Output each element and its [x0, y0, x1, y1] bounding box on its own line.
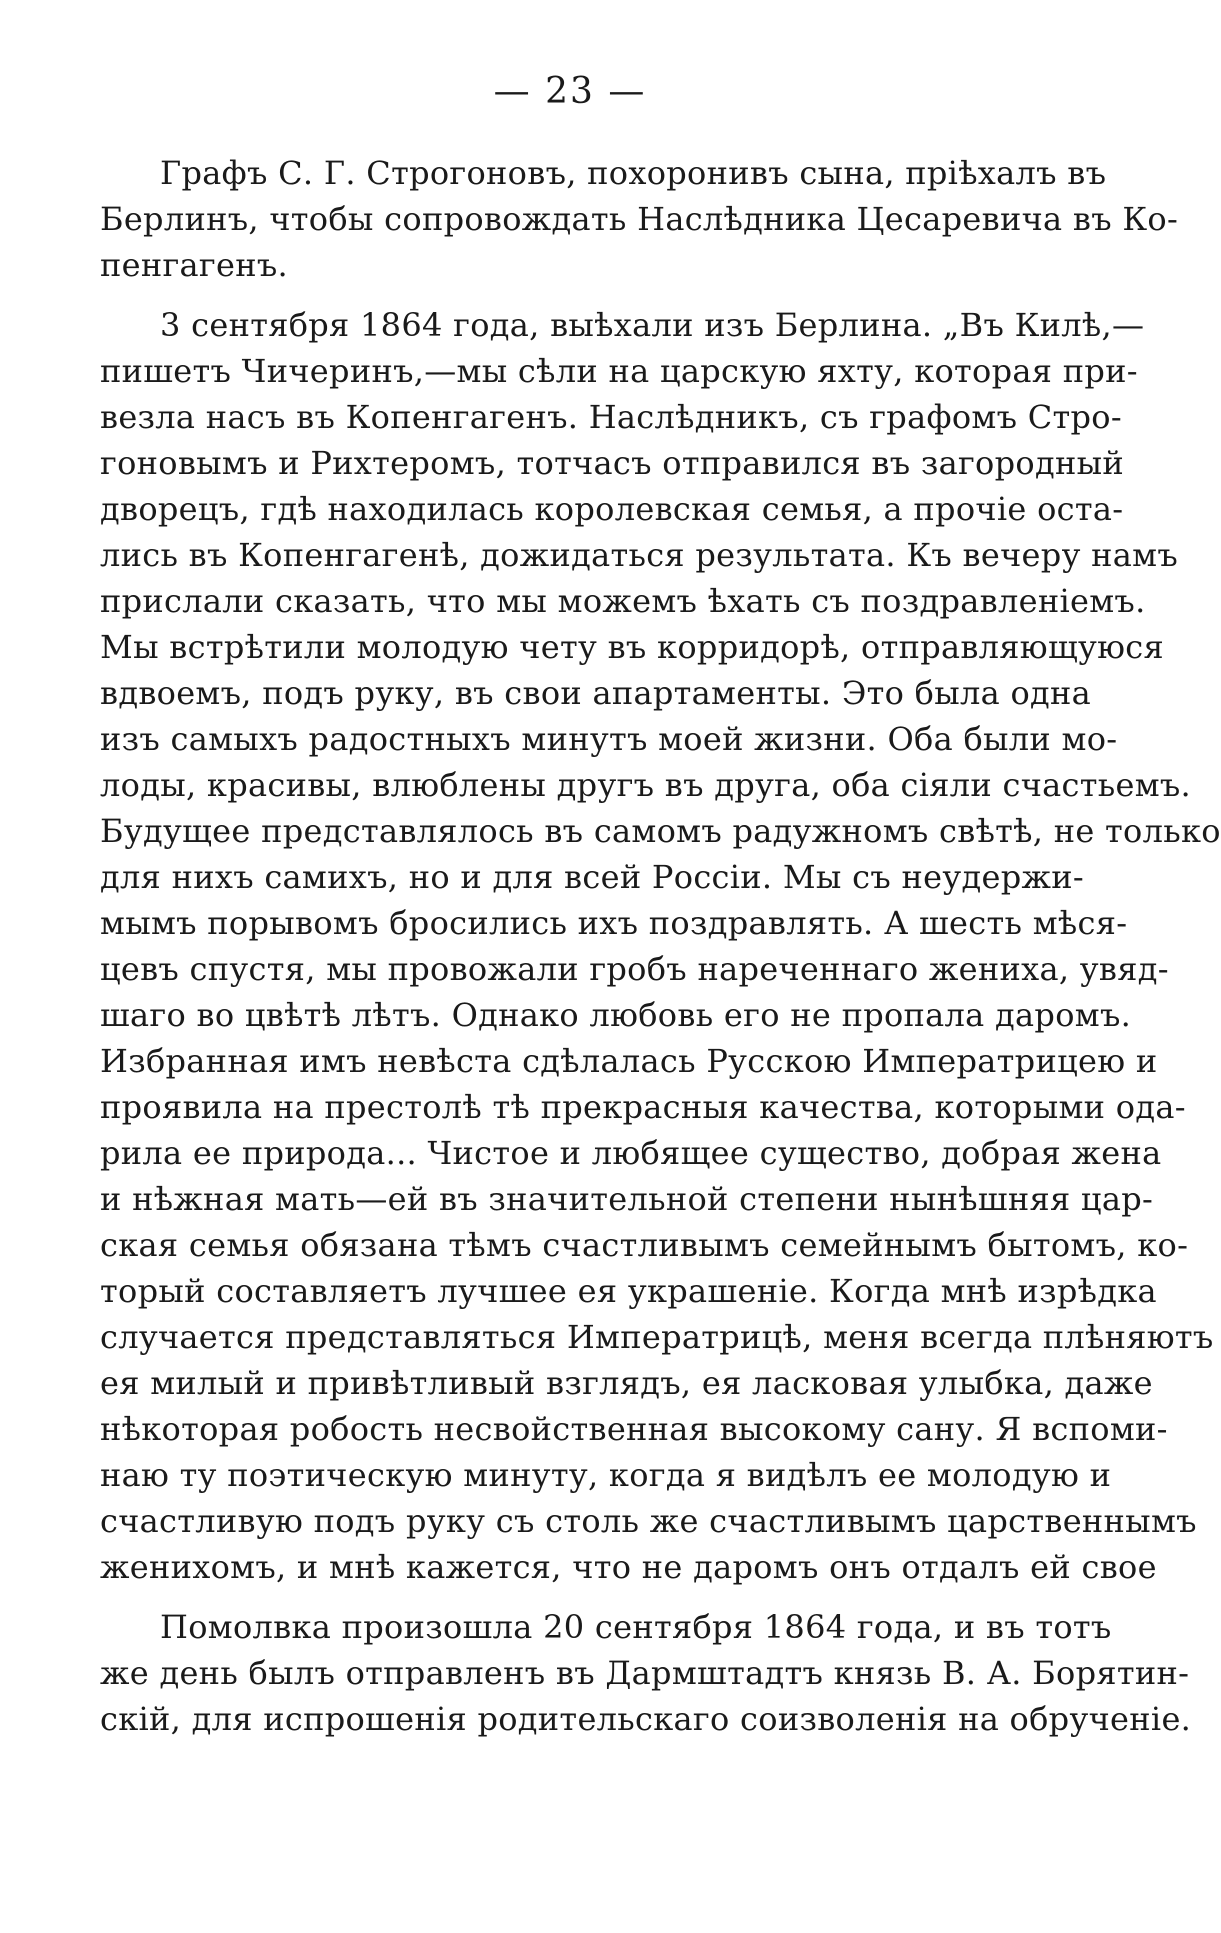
- text-line: Берлинъ, чтобы сопровождать Наслѣдника Цесаревича въ Ко-: [100, 200, 1179, 238]
- text-line: цевъ спустя, мы провожали гробъ нареченнаго жениха, увяд-: [100, 950, 1169, 988]
- text-line: женихомъ, и мнѣ кажется, что не даромъ онъ отдалъ ей свое: [100, 1548, 1157, 1586]
- text-line: пишетъ Чичеринъ,—мы сѣли на царскую яхту, которая при-: [100, 352, 1138, 390]
- text-line: счастливую подъ руку съ столь же счастливымъ царственнымъ: [100, 1502, 1197, 1540]
- text-line: Мы встрѣтили молодую чету въ корридорѣ, отправляющуюся: [100, 628, 1164, 666]
- text-line: и нѣжная мать—ей въ значительной степени нынѣшняя цар-: [100, 1180, 1154, 1218]
- text-line: ея милый и привѣтливый взглядъ, ея ласковая улыбка, даже: [100, 1364, 1153, 1402]
- paragraph-3: [100, 1604, 1192, 1742]
- text-line: мымъ порывомъ бросились ихъ поздравлять. А шесть мѣся-: [100, 904, 1128, 942]
- text-line: гоновымъ и Рихтеромъ, тотчасъ отправился въ загородный: [100, 444, 1124, 482]
- text-line: Избранная имъ невѣста сдѣлалась Русскою Императрицею и: [100, 1042, 1158, 1080]
- text-line: прислали сказать, что мы можемъ ѣхать съ поздравленіемъ.: [100, 582, 1146, 620]
- text-line: лись въ Копенгагенѣ, дожидаться результата. Къ вечеру намъ: [100, 536, 1179, 574]
- text-line: рила ее природа... Чистое и любящее существо, добрая жена: [100, 1134, 1162, 1172]
- text-line: дворецъ, гдѣ находилась королевская семья, а прочіе оста-: [100, 490, 1124, 528]
- text-line: ская семья обязана тѣмъ счастливымъ семейнымъ бытомъ, ко-: [100, 1226, 1189, 1264]
- text-line: торый составляетъ лучшее ея украшеніе. Когда мнѣ изрѣдка: [100, 1272, 1157, 1310]
- text-line: Графъ С. Г. Строгоновъ, похоронивъ сына, пріѣхалъ въ: [160, 154, 1107, 192]
- paragraph-1: [100, 150, 1179, 288]
- text-line: проявила на престолѣ тѣ прекрасныя качества, которыми ода-: [100, 1088, 1186, 1126]
- text-line: 3 сентября 1864 года, выѣхали изъ Берлина. „Въ Килѣ,—: [160, 306, 1145, 344]
- text-line: шаго во цвѣтѣ лѣтъ. Однако любовь его не пропала даромъ.: [100, 996, 1132, 1034]
- text-line: наю ту поэтическую минуту, когда я видѣлъ ее молодую и: [100, 1456, 1112, 1494]
- text-line: лоды, красивы, влюблены другъ въ друга, оба сіяли счастьемъ.: [100, 766, 1192, 804]
- text-line: случается представляться Императрицѣ, меня всегда плѣняютъ: [100, 1318, 1214, 1356]
- text-line: везла насъ въ Копенгагенъ. Наслѣдникъ, съ графомъ Стро-: [100, 398, 1122, 436]
- text-line: изъ самыхъ радостныхъ минутъ моей жизни. Оба были мо-: [100, 720, 1118, 758]
- paragraph-2: [100, 302, 1221, 1590]
- text-line: Будущее представлялось въ самомъ радужномъ свѣтѣ, не только: [100, 812, 1221, 850]
- text-line: для нихъ самихъ, но и для всей Россіи. Мы съ неудержи-: [100, 858, 1085, 896]
- text-line: нѣкоторая робость несвойственная высокому сану. Я вспоми-: [100, 1410, 1168, 1448]
- body-text: [100, 150, 1221, 1756]
- text-line: скій, для испрошенія родительскаго соизволенія на обрученіе.: [100, 1700, 1192, 1738]
- text-line: пенгагенъ.: [100, 246, 288, 284]
- page-number: — 23 —: [493, 71, 647, 112]
- text-line: вдвоемъ, подъ руку, въ свои апартаменты. Это была одна: [100, 674, 1092, 712]
- text-line: же день былъ отправленъ въ Дармштадтъ князь В. А. Борятин-: [100, 1654, 1190, 1692]
- text-line: Помолвка произошла 20 сентября 1864 года, и въ тотъ: [160, 1608, 1112, 1646]
